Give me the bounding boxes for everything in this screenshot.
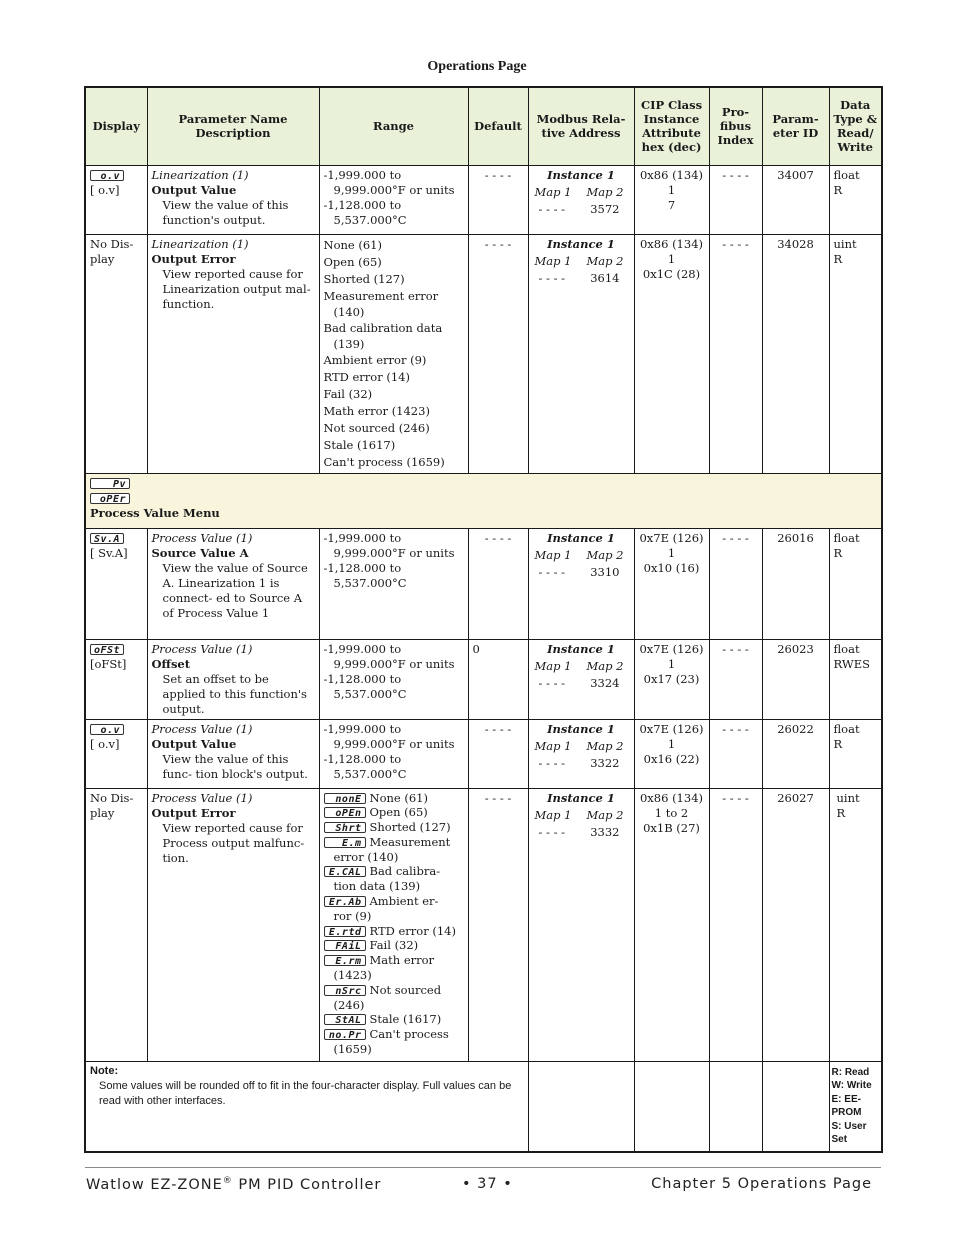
map1-value: - - - - [538,675,566,690]
header-display: Display [85,87,147,165]
param-cell [147,639,319,719]
cip-attribute: 0x16 (22) [643,751,700,766]
footer-brand: Watlow EZ-ZONE [86,1176,223,1193]
cip-cell [634,528,709,639]
range-option-cont: (1423) [333,968,372,983]
map2-value: 3310 [590,564,620,579]
range-text: -1,128.000 to [323,671,402,686]
param-cell [147,528,319,639]
profibus-cell: - - - - [709,234,762,473]
param-id-cell: 34007 [762,165,829,234]
page-title: Operations Page [427,59,527,74]
table-row [85,234,882,473]
lcd-measurement-error: E.m [324,837,366,848]
range-cell [319,719,468,788]
modbus-cell [528,234,634,473]
range-text: 5,537.000°C [333,575,407,590]
param-group: Process Value (1) [151,790,253,805]
param-desc: View the value of this function's output. [162,197,289,227]
param-group: Process Value (1) [151,641,253,656]
param-name: Output Value [151,182,237,197]
range-option: Open (65) [323,254,382,269]
param-desc: View the value of Source A. Linearization 1 is connect- ed to Source A of Process Value 1 [162,560,308,620]
range-option-cont: (246) [333,997,365,1012]
datatype-cell [829,165,882,234]
instance-label: Instance 1 [547,721,615,736]
map2-label: Map 2 [586,547,624,562]
menu-row [85,473,882,528]
range-option: Stale (1617) [369,1012,442,1027]
lcd-none: nonE [324,793,366,804]
param-name: Output Error [151,805,236,820]
default-cell: - - - - [468,234,528,473]
lcd-open: oPEn [324,807,366,818]
display-cell: No Dis- play [85,234,147,473]
profibus-cell: - - - - [709,165,762,234]
legend-item: PROM [831,1107,862,1118]
cip-attribute: 7 [667,197,676,212]
range-option: Shorted (127) [369,820,451,835]
map2-label: Map 2 [586,253,624,268]
range-cell [319,234,468,473]
display-cell [85,639,147,719]
header-default: Default [468,87,528,165]
display-cell [85,719,147,788]
instance-label: Instance 1 [547,530,615,545]
param-desc: View the value of this func- tion block's output. [162,751,308,781]
range-text: 9,999.000°F or units [333,545,455,560]
modbus-cell [528,528,634,639]
range-option: Math error [369,953,435,968]
range-option: Math error (1423) [323,403,430,418]
display-cell [85,165,147,234]
param-id-cell: 26023 [762,639,829,719]
display-cell: No Dis- play [85,788,147,1061]
header-profibus: Pro- fibus Index [709,87,762,165]
range-option: (140) [333,304,365,319]
range-option: Not sourced [369,982,442,997]
profibus-cell: - - - - [709,719,762,788]
datatype-cell [829,719,882,788]
header-row [85,87,882,165]
cip-cell [634,639,709,719]
footer-chapter: Chapter 5 Operations Page [651,1176,872,1192]
range-text: 5,537.000°C [333,766,407,781]
profibus-cell: - - - - [709,528,762,639]
lcd-rtd-error: E.rtd [324,926,366,937]
cip-instance: 1 [667,736,676,751]
map2-label: Map 2 [586,658,624,673]
range-cell [319,165,468,234]
cip-attribute: 0x10 (16) [643,560,700,575]
range-text: -1,999.000 to [323,721,402,736]
footer-divider [85,1167,881,1168]
modbus-cell [528,639,634,719]
range-option: None (61) [369,790,428,805]
range-text: 9,999.000°F or units [333,182,455,197]
range-text: 9,999.000°F or units [333,656,455,671]
range-option: Fail (32) [369,938,419,953]
param-id-cell: 26027 [762,788,829,1061]
range-option: Ambient error (9) [323,352,427,367]
header-datatype: Data Type & Read/ Write [829,87,882,165]
param-cell [147,234,319,473]
param-desc: Set an offset to be applied to this function's output. [162,671,307,716]
param-desc: View reported cause for Process output malfunc- tion. [162,820,305,865]
datatype-cell [829,639,882,719]
map2-label: Map 2 [586,807,624,822]
table-row [85,639,882,719]
default-cell: - - - - [468,165,528,234]
map1-value: - - - - [538,270,566,285]
map2-value: 3614 [590,270,620,285]
note-text: Some values will be rounded off to fit in the four-character display. Full values can be read with other interfaces. [99,1079,512,1107]
range-option: Stale (1617) [323,437,396,452]
map1-value: - - - - [538,824,566,839]
footer-page-number: • 37 • [462,1176,513,1192]
default-cell: - - - - [468,719,528,788]
range-text: 9,999.000°F or units [333,736,455,751]
cip-cell [634,719,709,788]
lcd-not-sourced: nSrc [324,985,366,996]
param-name: Source Value A [151,545,249,560]
default-cell: 0 [468,639,528,719]
param-group: Process Value (1) [151,721,253,736]
note-empty-cell [709,1061,762,1152]
map1-label: Map 1 [534,253,572,268]
range-option: Shorted (127) [323,271,405,286]
param-cell [147,165,319,234]
lcd-fail: FAiL [324,940,366,951]
cip-class: 0x86 (134) [639,167,703,182]
read-write: R [836,805,846,820]
modbus-cell [528,719,634,788]
lcd-display: o.v [90,170,124,181]
header-param-name: Parameter Name Description [147,87,319,165]
cip-attribute: 0x1B (27) [643,820,700,835]
cip-attribute: 0x1C (28) [642,266,701,281]
param-desc: View reported cause for Linearization output mal- function. [162,266,311,311]
param-group: Process Value (1) [151,530,253,545]
legend-item: E: EE- [831,1093,861,1105]
map1-value: - - - - [538,755,566,770]
cip-cell [634,788,709,1061]
range-option: Not sourced (246) [323,420,430,435]
table-row [85,719,882,788]
lcd-display: oFSt [90,644,124,655]
display-text: [ o.v] [90,736,120,751]
range-option-cont: (1659) [333,1042,372,1057]
map2-value: 3322 [590,755,620,770]
default-cell: - - - - [468,788,528,1061]
footer-left [86,1176,381,1193]
display-text: [ o.v] [90,182,120,197]
datatype-cell [829,528,882,639]
data-type: float [833,641,860,656]
legend-item: S: User [831,1120,867,1132]
lcd-cant-process: no.Pr [324,1029,366,1040]
param-id-cell: 26016 [762,528,829,639]
cip-class: 0x7E (126) [639,530,704,545]
instance-label: Instance 1 [547,236,615,251]
lcd-pv: Pv [90,478,130,489]
range-text: 5,537.000°C [333,686,407,701]
modbus-cell [528,165,634,234]
lcd-oper: oPEr [90,493,130,504]
lcd-ambient-error: Er.Ab [324,896,366,907]
instance-label: Instance 1 [547,167,615,182]
range-option: Can't process (1659) [323,454,445,469]
range-option: Open (65) [369,805,428,820]
cip-class: 0x86 (134) [639,236,703,251]
data-type: uint [833,236,857,251]
map2-label: Map 2 [586,184,624,199]
map2-value: 3332 [590,824,620,839]
display-text: [ Sv.A] [90,545,128,560]
modbus-cell [528,788,634,1061]
header-range: Range [319,87,468,165]
legend-item: Set [831,1134,848,1145]
menu-label: Process Value Menu [90,505,220,520]
map2-value: 3572 [590,201,620,216]
cip-cell [634,165,709,234]
lcd-bad-calibration: E.CAL [324,866,366,877]
cip-cell [634,234,709,473]
param-name: Output Value [151,736,237,751]
range-text: -1,999.000 to [323,530,402,545]
map2-label: Map 2 [586,738,624,753]
range-text: -1,128.000 to [323,751,402,766]
param-name: Output Error [151,251,236,266]
menu-cell [85,473,882,528]
profibus-cell: - - - - [709,788,762,1061]
map2-value: 3324 [590,675,620,690]
cip-class: 0x7E (126) [639,721,704,736]
lcd-display: o.v [90,724,124,735]
table-row [85,528,882,639]
lcd-stale: StAL [324,1014,366,1025]
range-option: RTD error (14) [323,369,410,384]
range-option-cont: ror (9) [333,908,372,923]
range-option: Can't process [369,1027,449,1042]
note-cell [85,1061,528,1152]
cip-class: 0x86 (134) [639,790,703,805]
range-option: None (61) [323,237,382,252]
range-text: -1,999.000 to [323,167,402,182]
read-write: R [833,251,843,266]
operations-table [84,86,883,1153]
data-type: float [833,530,860,545]
cip-class: 0x7E (126) [639,641,704,656]
data-type: float [833,721,860,736]
legend-item: W: Write [831,1080,872,1091]
lcd-display: Sv.A [90,533,124,544]
note-title: Note: [90,1064,119,1077]
display-text: [oFSt] [90,656,127,671]
display-cell [85,528,147,639]
param-group: Linearization (1) [151,236,249,251]
lcd-math-error: E.rm [324,955,366,966]
cip-instance: 1 to 2 [654,805,689,820]
range-option: (139) [333,336,365,351]
map1-label: Map 1 [534,738,572,753]
map1-value: - - - - [538,564,566,579]
range-cell [319,639,468,719]
range-option: Bad calibration data [323,320,443,335]
map1-label: Map 1 [534,807,572,822]
map1-label: Map 1 [534,184,572,199]
range-option-cont: error (140) [333,849,399,864]
range-option: Bad calibra- [369,864,441,879]
header-cip: CIP Class Instance Attribute hex (dec) [634,87,709,165]
cip-instance: 1 [667,182,676,197]
cip-instance: 1 [667,656,676,671]
read-write: R [833,182,843,197]
cip-instance: 1 [667,251,676,266]
instance-label: Instance 1 [547,641,615,656]
data-type: float [833,167,860,182]
range-text: 5,537.000°C [333,212,407,227]
param-group: Linearization (1) [151,167,249,182]
legend-item: R: Read [831,1066,870,1078]
datatype-cell [829,788,882,1061]
map1-value: - - - - [538,201,566,216]
map1-label: Map 1 [534,658,572,673]
lcd-shorted: Shrt [324,822,366,833]
header-modbus: Modbus Rela- tive Address [528,87,634,165]
param-cell [147,719,319,788]
range-option: Measurement error [323,288,439,303]
table-row [85,788,882,1061]
note-empty-cell [528,1061,634,1152]
range-option: RTD error (14) [369,923,456,938]
param-name: Offset [151,656,191,671]
note-empty-cell [762,1061,829,1152]
rw-legend [829,1061,882,1152]
map1-label: Map 1 [534,547,572,562]
profibus-cell: - - - - [709,639,762,719]
range-option: Measurement [369,834,451,849]
cip-attribute: 0x17 (23) [643,671,700,686]
read-write: R [833,736,843,751]
read-write: R [833,545,843,560]
header-param-id: Param- eter ID [762,87,829,165]
cip-instance: 1 [667,545,676,560]
range-option-cont: tion data (139) [333,879,421,894]
read-write: RWES [833,656,870,671]
data-type: uint [836,790,860,805]
instance-label: Instance 1 [547,790,615,805]
note-row [85,1061,882,1152]
range-cell [319,528,468,639]
range-cell [319,788,468,1061]
range-option: Fail (32) [323,386,373,401]
datatype-cell [829,234,882,473]
table-row [85,165,882,234]
note-empty-cell [634,1061,709,1152]
default-cell: - - - - [468,528,528,639]
param-id-cell: 34028 [762,234,829,473]
range-text: -1,128.000 to [323,560,402,575]
range-text: -1,128.000 to [323,197,402,212]
range-text: -1,999.000 to [323,641,402,656]
footer-product: PM PID Controller [232,1176,382,1193]
footer-reg: ® [222,1176,233,1186]
param-id-cell: 26022 [762,719,829,788]
range-option: Ambient er- [369,894,439,909]
param-cell [147,788,319,1061]
